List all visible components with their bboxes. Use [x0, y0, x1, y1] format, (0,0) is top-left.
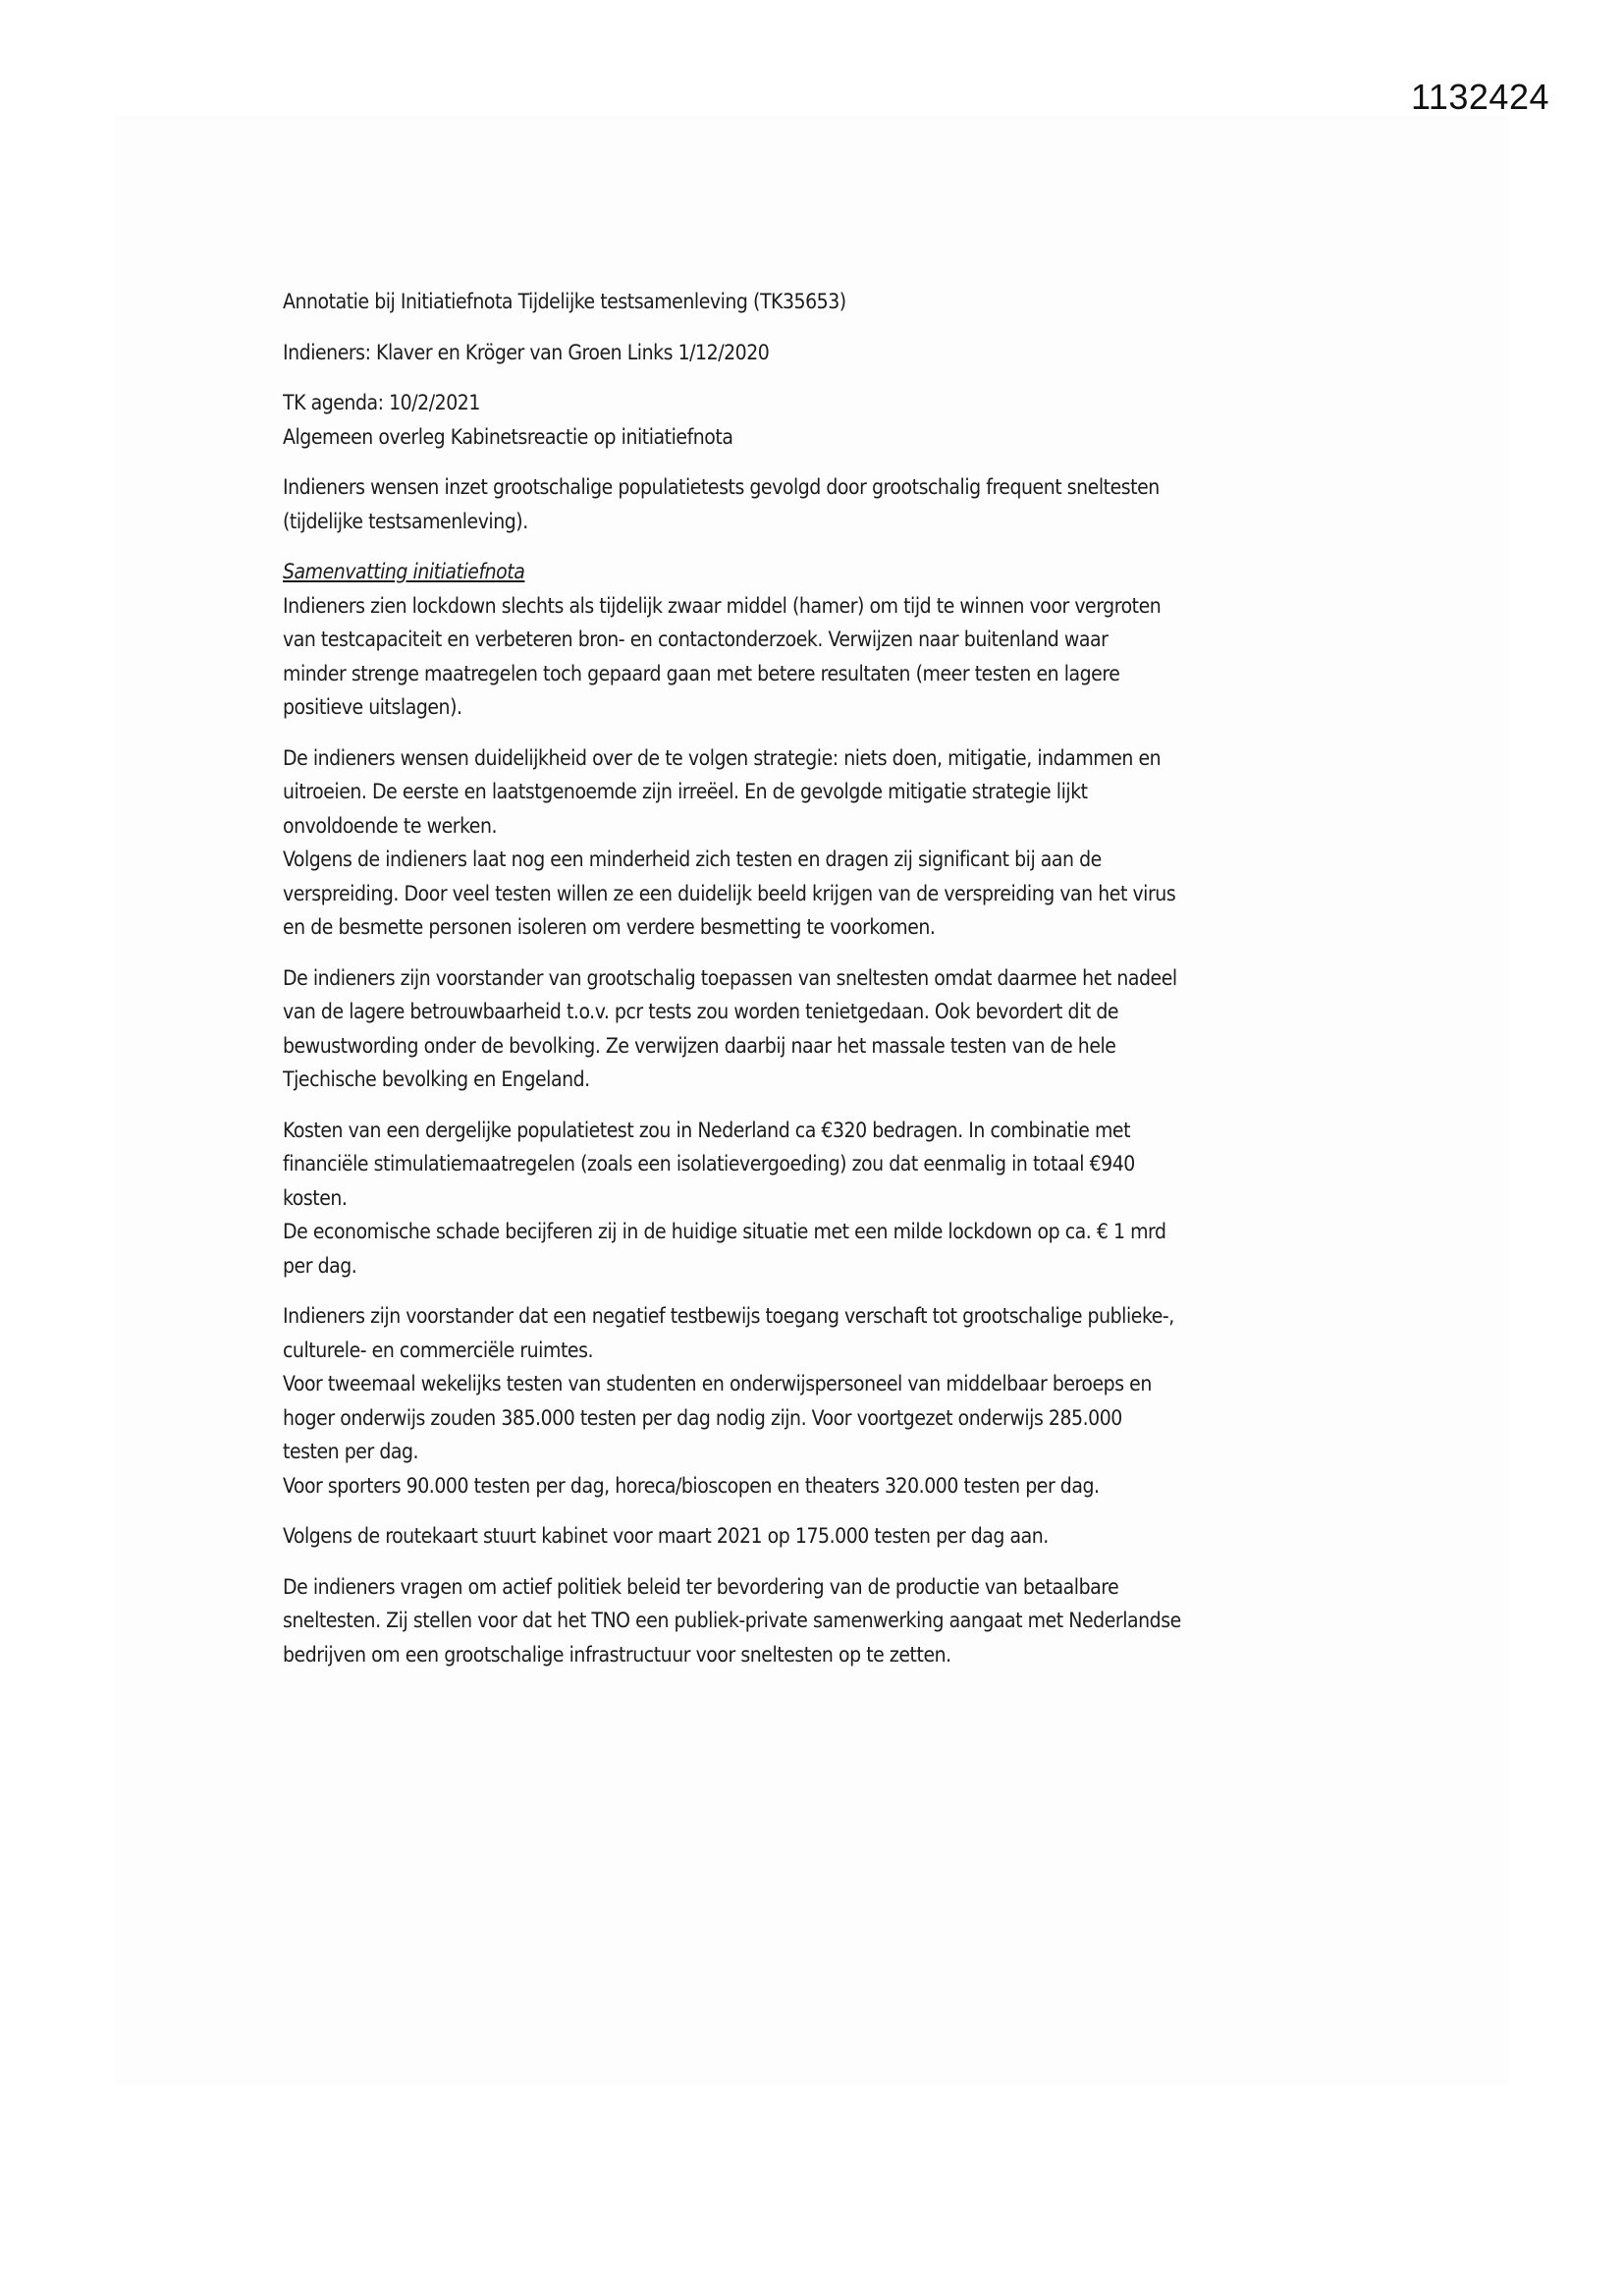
agenda-date: TK agenda: 10/2/2021 [283, 391, 480, 414]
sneltesten-paragraph: De indieners zijn voorstander van grootschalig toepassen van sneltesten omdat daarmee het nadeel van de lagere betrouwbaarheid t.o.v. pcr tests zou worden tenietgedaan. Ook bevordert dit de bewustwording onder de bevolking. Ze verwijzen daarbij naar het massale testen van de hele Tjechische bevolking en Engeland. [283, 965, 1177, 1091]
costs-paragraph: Kosten van een dergelijke populatietest zou in Nederland ca €320 bedragen. In combinatie met financiële stimulatiemaatregelen (zoals een isolatievergoeding) zou dat eenmalig in totaal €940 kosten. De economische schade becijferen zij in de huidige situatie met een milde lockdown op ca. € 1 mrd per dag. [283, 1118, 1166, 1278]
policy-paragraph: De indieners vragen om actief politiek beleid ter bevordering van de productie van betaalbare sneltesten. Zij stellen voor dat het TNO een publiek-private samenwerking aangaat met Nederlandse bedrijven om een grootschalige infrastructuur voor sneltesten op te zetten. [283, 1574, 1181, 1667]
document-body [283, 285, 1353, 1688]
summary-paragraph-1: Samenvatting initiatiefnota Indieners zien lockdown slechts als tijdelijk zwaar middel (hamer) om tijd te winnen voor vergroten van testcapaciteit en verbeteren bron- en contactonderzoek. Verwijzen naar buitenland waar minder strenge maatregelen toch gepaard gaan met betere resultaten (meer testen en lagere positieve uitslagen). [283, 555, 1353, 725]
agenda-block [283, 386, 1353, 454]
intro-paragraph: Indieners wensen inzet grootschalige populatietests gevolgd door grootschalig frequent sneltesten (tijdelijke testsamenleving). [283, 475, 1160, 533]
routekaart-paragraph: Volgens de routekaart stuurt kabinet voor maart 2021 op 175.000 testen per dag aan. [283, 1524, 1049, 1548]
submitters-line: Indieners: Klaver en Kröger van Groen Links 1/12/2020 [283, 340, 770, 364]
testbewijs-paragraph: Indieners zijn voorstander dat een negatief testbewijs toegang verschaft tot grootschalige publieke-, culturele- en commerciële ruimtes. Voor tweemaal wekelijks testen van studenten en onderwijspersoneel van middelbaar beroeps en hoger onderwijs zouden 385.000 testen per dag nodig zijn. Voor voortgezet onderwijs 285.000 testen per dag. Voor sporters 90.000 testen per dag, horeca/bioscopen en theaters 320.000 testen per dag. [283, 1304, 1174, 1498]
agenda-item: Algemeen overleg Kabinetsreactie op initiatiefnota [283, 424, 733, 449]
document-number: 1132424 [1411, 77, 1549, 117]
summary-heading: Samenvatting initiatiefnota [283, 560, 525, 583]
document-title: Annotatie bij Initiatiefnota Tijdelijke testsamenleving (TK35653) [283, 290, 846, 313]
strategy-paragraph: De indieners wensen duidelijkheid over de te volgen strategie: niets doen, mitigatie, indammen en uitroeien. De eerste en laatstgenoemde zijn irreëel. En de gevolgde mitigatie strategie lijkt onvoldoende te werken. Volgens de indieners laat nog een minderheid zich testen en dragen zij significant bij aan de verspreiding. Door veel testen willen ze een duidelijk beeld krijgen van de verspreiding van het virus en de besmette personen isoleren om verdere besmetting te voorkomen. [283, 745, 1176, 939]
